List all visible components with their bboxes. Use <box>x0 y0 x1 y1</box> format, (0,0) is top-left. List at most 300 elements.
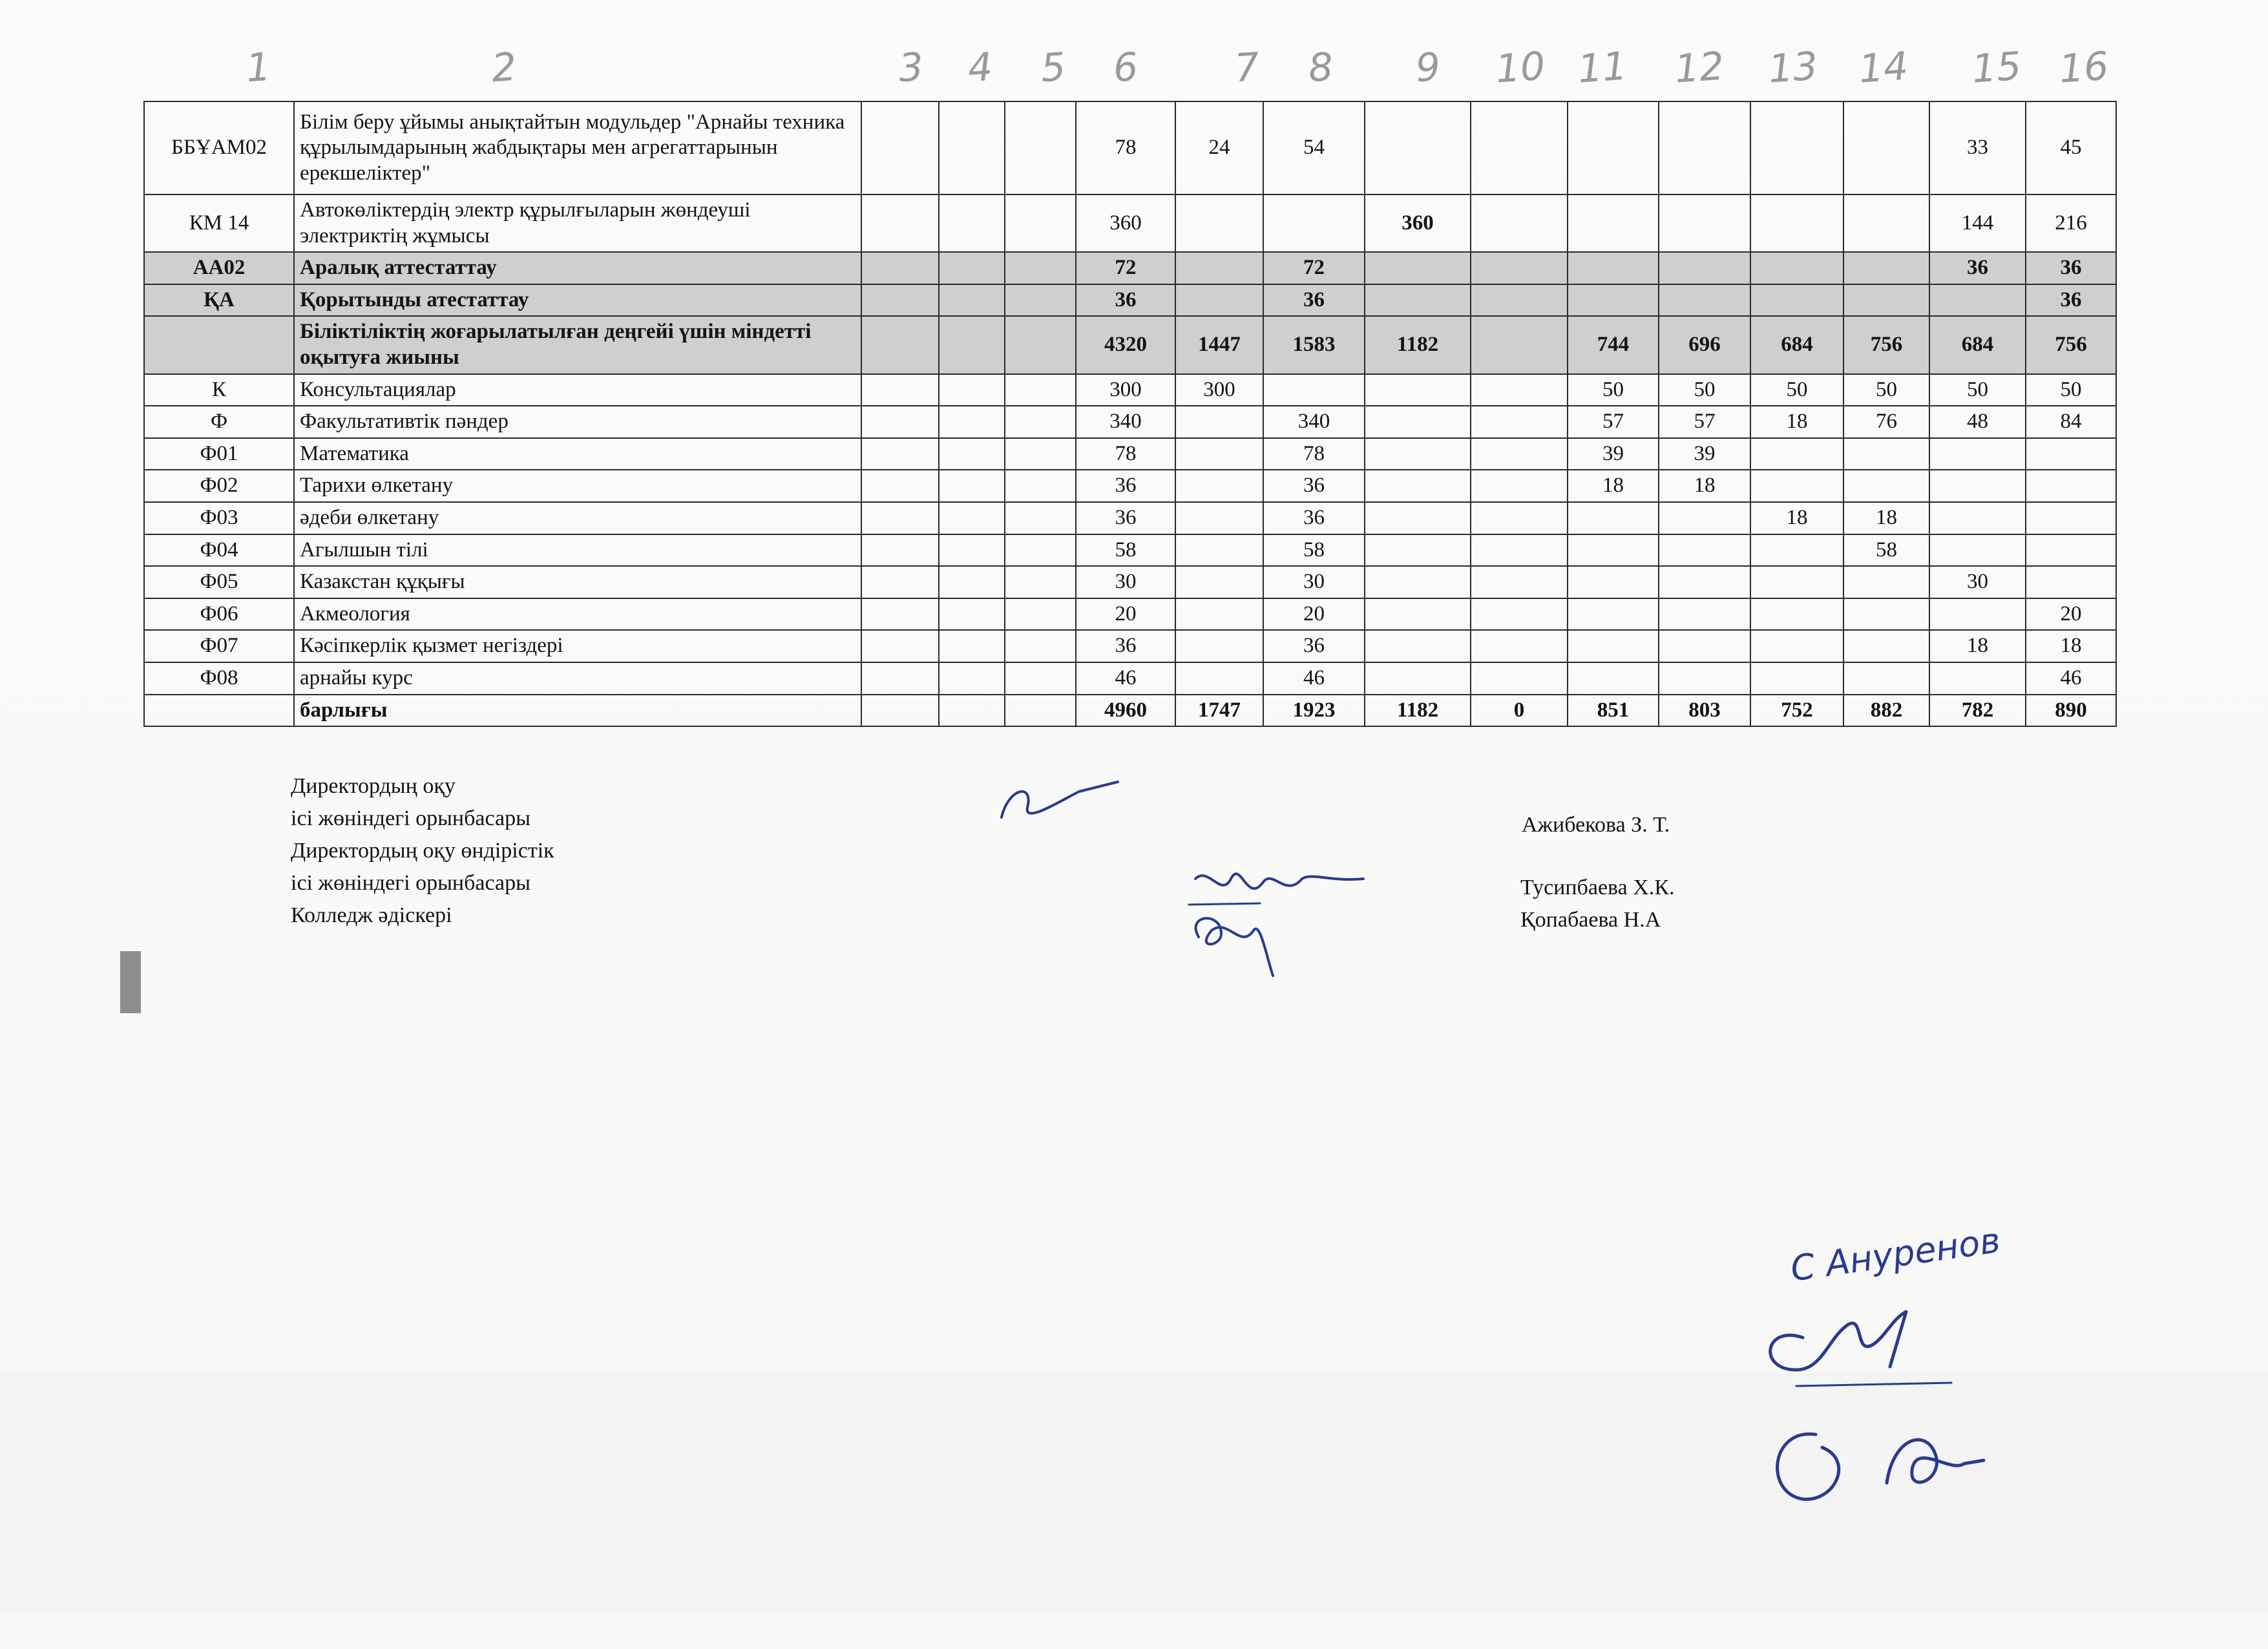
column-number: 9 <box>1414 44 1442 92</box>
table-row <box>144 252 2116 284</box>
value-cell-c3 <box>861 534 939 567</box>
value-cell-c5 <box>1005 438 1076 470</box>
value-cell-c12 <box>1659 194 1750 252</box>
value-cell-c5 <box>1005 374 1076 406</box>
value-cell-c9 <box>1365 662 1471 695</box>
row-code-cell: Ф <box>144 406 294 438</box>
value-cell-c9 <box>1365 406 1471 438</box>
value-cell-c11 <box>1568 194 1659 252</box>
value-cell-c5 <box>1005 470 1076 502</box>
row-code-cell <box>144 695 294 727</box>
value-cell-c12: 50 <box>1659 374 1750 406</box>
value-cell-c14: 756 <box>1843 316 1929 373</box>
table-body <box>144 101 2116 726</box>
column-number: 14 <box>1857 43 1910 92</box>
value-cell-c14 <box>1843 598 1929 631</box>
value-cell-c12 <box>1659 502 1750 534</box>
value-cell-c6: 46 <box>1076 662 1175 695</box>
row-name-cell: Факультативтік пәндер <box>294 406 861 438</box>
value-cell-c7: 300 <box>1175 374 1263 406</box>
value-cell-c12 <box>1659 534 1750 567</box>
value-cell-c11 <box>1568 598 1659 631</box>
value-cell-c14 <box>1843 470 1929 502</box>
value-cell-c16: 36 <box>2026 252 2116 284</box>
table-row <box>144 284 2116 317</box>
value-cell-c12 <box>1659 566 1750 598</box>
value-cell-c4 <box>939 598 1005 631</box>
value-cell-c4 <box>939 194 1005 252</box>
value-cell-c6: 360 <box>1076 194 1175 252</box>
value-cell-c3 <box>861 252 939 284</box>
value-cell-c6: 78 <box>1076 101 1175 194</box>
value-cell-c8: 58 <box>1263 534 1365 567</box>
value-cell-c4 <box>939 374 1005 406</box>
value-cell-c10 <box>1471 406 1568 438</box>
value-cell-c14 <box>1843 566 1929 598</box>
value-cell-c8: 36 <box>1263 284 1365 317</box>
value-cell-c9 <box>1365 534 1471 567</box>
value-cell-c13 <box>1750 566 1843 598</box>
value-cell-c14: 18 <box>1843 502 1929 534</box>
value-cell-c4 <box>939 470 1005 502</box>
value-cell-c16 <box>2026 534 2116 567</box>
role-label: ісі жөніндегі орынбасары <box>291 871 530 895</box>
value-cell-c14 <box>1843 101 1929 194</box>
table-row <box>144 101 2116 194</box>
value-cell-c11: 50 <box>1568 374 1659 406</box>
value-cell-c14 <box>1843 630 1929 662</box>
value-cell-c10 <box>1471 566 1568 598</box>
value-cell-c11 <box>1568 566 1659 598</box>
table-row <box>144 598 2116 631</box>
value-cell-c16: 46 <box>2026 662 2116 695</box>
value-cell-c6: 78 <box>1076 438 1175 470</box>
value-cell-c9 <box>1365 438 1471 470</box>
row-code-cell: Ф04 <box>144 534 294 567</box>
value-cell-c16: 50 <box>2026 374 2116 406</box>
handwritten-note: С Ануренов <box>1788 1219 2003 1290</box>
value-cell-c6: 58 <box>1076 534 1175 567</box>
value-cell-c14 <box>1843 438 1929 470</box>
value-cell-c16: 756 <box>2026 316 2116 373</box>
column-number: 5 <box>1039 44 1067 92</box>
value-cell-c6: 20 <box>1076 598 1175 631</box>
value-cell-c9 <box>1365 566 1471 598</box>
value-cell-c15 <box>1929 534 2026 567</box>
value-cell-c12 <box>1659 252 1750 284</box>
row-name-cell: Консультациялар <box>294 374 861 406</box>
row-name-cell: Қорытынды атестаттау <box>294 284 861 317</box>
value-cell-c15: 48 <box>1929 406 2026 438</box>
value-cell-c10 <box>1471 662 1568 695</box>
value-cell-c6: 36 <box>1076 284 1175 317</box>
row-code-cell: Ф03 <box>144 502 294 534</box>
curriculum-table <box>143 101 2117 727</box>
value-cell-c5 <box>1005 406 1076 438</box>
column-number: 6 <box>1111 44 1140 92</box>
value-cell-c15: 684 <box>1929 316 2026 373</box>
value-cell-c13 <box>1750 101 1843 194</box>
value-cell-c16 <box>2026 470 2116 502</box>
value-cell-c4 <box>939 630 1005 662</box>
value-cell-c10 <box>1471 374 1568 406</box>
value-cell-c11: 851 <box>1568 695 1659 727</box>
table-row <box>144 194 2116 252</box>
value-cell-c7 <box>1175 534 1263 567</box>
signature-scribble-1 <box>989 762 1182 834</box>
value-cell-c9 <box>1365 470 1471 502</box>
value-cell-c8: 30 <box>1263 566 1365 598</box>
value-cell-c13: 18 <box>1750 502 1843 534</box>
value-cell-c4 <box>939 695 1005 727</box>
value-cell-c14: 58 <box>1843 534 1929 567</box>
value-cell-c14: 50 <box>1843 374 1929 406</box>
value-cell-c16: 36 <box>2026 284 2116 317</box>
value-cell-c5 <box>1005 252 1076 284</box>
value-cell-c15: 50 <box>1929 374 2026 406</box>
role-label: ісі жөніндегі орынбасары <box>291 806 530 830</box>
value-cell-c11 <box>1568 662 1659 695</box>
row-name-cell: арнайы курс <box>294 662 861 695</box>
row-code-cell: КМ 14 <box>144 194 294 252</box>
value-cell-c6: 72 <box>1076 252 1175 284</box>
value-cell-c7 <box>1175 194 1263 252</box>
value-cell-c7 <box>1175 662 1263 695</box>
column-number: 15 <box>1970 43 2023 92</box>
value-cell-c9 <box>1365 374 1471 406</box>
value-cell-c3 <box>861 695 939 727</box>
value-cell-c12 <box>1659 284 1750 317</box>
value-cell-c4 <box>939 662 1005 695</box>
value-cell-c5 <box>1005 630 1076 662</box>
value-cell-c15 <box>1929 662 2026 695</box>
value-cell-c9 <box>1365 630 1471 662</box>
value-cell-c14: 882 <box>1843 695 1929 727</box>
signature-scribble-2 <box>1182 853 1396 982</box>
value-cell-c8 <box>1263 374 1365 406</box>
row-name-cell: Математика <box>294 438 861 470</box>
value-cell-c11 <box>1568 101 1659 194</box>
value-cell-c3 <box>861 470 939 502</box>
value-cell-c4 <box>939 316 1005 373</box>
value-cell-c14 <box>1843 194 1929 252</box>
value-cell-c8 <box>1263 194 1365 252</box>
value-cell-c8: 36 <box>1263 470 1365 502</box>
row-code-cell: Ф01 <box>144 438 294 470</box>
row-name-cell: Казакстан құқығы <box>294 566 861 598</box>
value-cell-c10 <box>1471 101 1568 194</box>
value-cell-c15 <box>1929 502 2026 534</box>
value-cell-c10 <box>1471 630 1568 662</box>
row-name-cell: Аралық аттестаттау <box>294 252 861 284</box>
value-cell-c15: 30 <box>1929 566 2026 598</box>
value-cell-c8: 1583 <box>1263 316 1365 373</box>
value-cell-c15: 144 <box>1929 194 2026 252</box>
role-label: Директордың оқу <box>291 774 456 798</box>
value-cell-c13: 18 <box>1750 406 1843 438</box>
value-cell-c4 <box>939 284 1005 317</box>
value-cell-c16: 84 <box>2026 406 2116 438</box>
table-row <box>144 502 2116 534</box>
value-cell-c9 <box>1365 284 1471 317</box>
value-cell-c14 <box>1843 662 1929 695</box>
column-number: 13 <box>1767 43 1820 92</box>
value-cell-c12 <box>1659 662 1750 695</box>
value-cell-c16: 45 <box>2026 101 2116 194</box>
value-cell-c4 <box>939 252 1005 284</box>
row-code-cell: К <box>144 374 294 406</box>
value-cell-c7 <box>1175 438 1263 470</box>
value-cell-c5 <box>1005 194 1076 252</box>
row-code-cell: Ф05 <box>144 566 294 598</box>
column-number: 1 <box>244 44 273 92</box>
value-cell-c8: 36 <box>1263 630 1365 662</box>
value-cell-c13 <box>1750 534 1843 567</box>
table-row <box>144 630 2116 662</box>
value-cell-c9 <box>1365 598 1471 631</box>
value-cell-c6: 4320 <box>1076 316 1175 373</box>
row-name-cell: Білім беру ұйымы анықтайтын модульдер "Арнайы техника құрылымдарының жабдықтары мен агрегаттарынын ерекшеліктер" <box>294 101 861 194</box>
value-cell-c9 <box>1365 252 1471 284</box>
value-cell-c10 <box>1471 502 1568 534</box>
value-cell-c11: 18 <box>1568 470 1659 502</box>
value-cell-c7 <box>1175 502 1263 534</box>
value-cell-c10 <box>1471 316 1568 373</box>
signature-roles <box>291 770 554 932</box>
value-cell-c12 <box>1659 101 1750 194</box>
value-cell-c6: 4960 <box>1076 695 1175 727</box>
value-cell-c7 <box>1175 630 1263 662</box>
value-cell-c10 <box>1471 194 1568 252</box>
value-cell-c7 <box>1175 284 1263 317</box>
value-cell-c14: 76 <box>1843 406 1929 438</box>
value-cell-c3 <box>861 316 939 373</box>
value-cell-c16 <box>2026 438 2116 470</box>
value-cell-c7: 24 <box>1175 101 1263 194</box>
column-number: 12 <box>1673 43 1726 92</box>
scan-edge-mark <box>120 951 141 1013</box>
value-cell-c3 <box>861 566 939 598</box>
value-cell-c3 <box>861 406 939 438</box>
table-row <box>144 316 2116 373</box>
value-cell-c6: 30 <box>1076 566 1175 598</box>
value-cell-c12 <box>1659 598 1750 631</box>
value-cell-c11 <box>1568 284 1659 317</box>
value-cell-c6: 36 <box>1076 470 1175 502</box>
value-cell-c13 <box>1750 630 1843 662</box>
value-cell-c16: 18 <box>2026 630 2116 662</box>
column-number: 7 <box>1233 44 1261 92</box>
value-cell-c6: 36 <box>1076 630 1175 662</box>
value-cell-c16 <box>2026 566 2116 598</box>
row-code-cell: Ф02 <box>144 470 294 502</box>
value-cell-c8: 20 <box>1263 598 1365 631</box>
value-cell-c6: 36 <box>1076 502 1175 534</box>
column-number: 2 <box>490 44 518 92</box>
value-cell-c5 <box>1005 502 1076 534</box>
value-cell-c13 <box>1750 284 1843 317</box>
value-cell-c15 <box>1929 470 2026 502</box>
value-cell-c9 <box>1365 502 1471 534</box>
value-cell-c4 <box>939 566 1005 598</box>
value-cell-c16 <box>2026 502 2116 534</box>
value-cell-c11 <box>1568 630 1659 662</box>
value-cell-c3 <box>861 284 939 317</box>
row-name-cell: Автокөліктердің электр құрылғыларын жөндеуші электриктің жұмысы <box>294 194 861 252</box>
row-name-cell: Кәсіпкерлік қызмет негіздері <box>294 630 861 662</box>
value-cell-c7 <box>1175 566 1263 598</box>
value-cell-c3 <box>861 438 939 470</box>
value-cell-c16: 20 <box>2026 598 2116 631</box>
row-name-cell: Біліктіліктің жоғарылатылған деңгейі үшін міндетті оқытуға жиыны <box>294 316 861 373</box>
value-cell-c15: 782 <box>1929 695 2026 727</box>
value-cell-c8: 72 <box>1263 252 1365 284</box>
value-cell-c7 <box>1175 470 1263 502</box>
value-cell-c16: 890 <box>2026 695 2116 727</box>
value-cell-c3 <box>861 630 939 662</box>
table-row <box>144 695 2116 727</box>
value-cell-c4 <box>939 406 1005 438</box>
value-cell-c13 <box>1750 662 1843 695</box>
table-row <box>144 566 2116 598</box>
table-row <box>144 374 2116 406</box>
value-cell-c5 <box>1005 101 1076 194</box>
value-cell-c12: 18 <box>1659 470 1750 502</box>
value-cell-c9: 1182 <box>1365 695 1471 727</box>
value-cell-c10 <box>1471 470 1568 502</box>
value-cell-c15: 33 <box>1929 101 2026 194</box>
signatory-name: Тусипбаева Х.К. <box>1520 876 1675 899</box>
row-name-cell: Агылшын тілі <box>294 534 861 567</box>
value-cell-c3 <box>861 598 939 631</box>
value-cell-c13 <box>1750 252 1843 284</box>
value-cell-c13 <box>1750 598 1843 631</box>
value-cell-c6: 300 <box>1076 374 1175 406</box>
value-cell-c11: 39 <box>1568 438 1659 470</box>
value-cell-c5 <box>1005 316 1076 373</box>
column-number: 16 <box>2057 43 2110 92</box>
value-cell-c7: 1747 <box>1175 695 1263 727</box>
value-cell-c11 <box>1568 252 1659 284</box>
signatory-name: Қопабаева Н.А <box>1520 908 1661 932</box>
value-cell-c10 <box>1471 534 1568 567</box>
value-cell-c12: 803 <box>1659 695 1750 727</box>
row-name-cell: әдеби өлкетану <box>294 502 861 534</box>
value-cell-c10 <box>1471 252 1568 284</box>
value-cell-c10: 0 <box>1471 695 1568 727</box>
value-cell-c15 <box>1929 438 2026 470</box>
value-cell-c5 <box>1005 534 1076 567</box>
value-cell-c5 <box>1005 695 1076 727</box>
value-cell-c7 <box>1175 252 1263 284</box>
value-cell-c5 <box>1005 662 1076 695</box>
row-name-cell: Акмеология <box>294 598 861 631</box>
value-cell-c3 <box>861 502 939 534</box>
value-cell-c8: 46 <box>1263 662 1365 695</box>
table-row <box>144 534 2116 567</box>
value-cell-c3 <box>861 374 939 406</box>
value-cell-c15 <box>1929 284 2026 317</box>
value-cell-c9: 360 <box>1365 194 1471 252</box>
value-cell-c3 <box>861 194 939 252</box>
value-cell-c11 <box>1568 534 1659 567</box>
value-cell-c12: 39 <box>1659 438 1750 470</box>
row-code-cell: ҚА <box>144 284 294 317</box>
value-cell-c7 <box>1175 406 1263 438</box>
signatory-name: Ажибекова З. Т. <box>1522 813 1670 837</box>
value-cell-c12: 696 <box>1659 316 1750 373</box>
value-cell-c12 <box>1659 630 1750 662</box>
value-cell-c10 <box>1471 284 1568 317</box>
value-cell-c5 <box>1005 566 1076 598</box>
column-number: 11 <box>1576 43 1629 92</box>
table-row <box>144 406 2116 438</box>
value-cell-c3 <box>861 101 939 194</box>
role-label: Директордың оқу өндірістік <box>291 839 554 863</box>
value-cell-c8: 1923 <box>1263 695 1365 727</box>
value-cell-c8: 54 <box>1263 101 1365 194</box>
value-cell-c13: 50 <box>1750 374 1843 406</box>
value-cell-c14 <box>1843 284 1929 317</box>
value-cell-c6: 340 <box>1076 406 1175 438</box>
value-cell-c13: 684 <box>1750 316 1843 373</box>
value-cell-c7: 1447 <box>1175 316 1263 373</box>
value-cell-c13 <box>1750 438 1843 470</box>
value-cell-c15: 36 <box>1929 252 2026 284</box>
signature-scribble-3 <box>1758 1299 1990 1551</box>
value-cell-c4 <box>939 101 1005 194</box>
value-cell-c11 <box>1568 502 1659 534</box>
row-name-cell: Тарихи өлкетану <box>294 470 861 502</box>
value-cell-c10 <box>1471 598 1568 631</box>
row-code-cell: АА02 <box>144 252 294 284</box>
value-cell-c13: 752 <box>1750 695 1843 727</box>
column-number: 4 <box>966 44 994 92</box>
value-cell-c13 <box>1750 470 1843 502</box>
value-cell-c14 <box>1843 252 1929 284</box>
value-cell-c16: 216 <box>2026 194 2116 252</box>
value-cell-c5 <box>1005 598 1076 631</box>
row-code-cell: Ф06 <box>144 598 294 631</box>
row-code-cell: Ф08 <box>144 662 294 695</box>
value-cell-c11: 57 <box>1568 406 1659 438</box>
value-cell-c7 <box>1175 598 1263 631</box>
value-cell-c5 <box>1005 284 1076 317</box>
row-name-cell: барлығы <box>294 695 861 727</box>
table-row <box>144 470 2116 502</box>
row-code-cell: Ф07 <box>144 630 294 662</box>
value-cell-c8: 340 <box>1263 406 1365 438</box>
column-number: 8 <box>1307 44 1335 92</box>
table-row <box>144 438 2116 470</box>
role-label: Колледж әдіскері <box>291 903 452 927</box>
value-cell-c15: 18 <box>1929 630 2026 662</box>
value-cell-c9 <box>1365 101 1471 194</box>
value-cell-c4 <box>939 438 1005 470</box>
value-cell-c10 <box>1471 438 1568 470</box>
value-cell-c8: 78 <box>1263 438 1365 470</box>
value-cell-c12: 57 <box>1659 406 1750 438</box>
value-cell-c4 <box>939 502 1005 534</box>
value-cell-c4 <box>939 534 1005 567</box>
row-code-cell: ББҰАМ02 <box>144 101 294 194</box>
value-cell-c3 <box>861 662 939 695</box>
value-cell-c8: 36 <box>1263 502 1365 534</box>
value-cell-c11: 744 <box>1568 316 1659 373</box>
column-number: 10 <box>1494 43 1547 92</box>
row-code-cell <box>144 316 294 373</box>
column-number: 3 <box>897 44 925 92</box>
